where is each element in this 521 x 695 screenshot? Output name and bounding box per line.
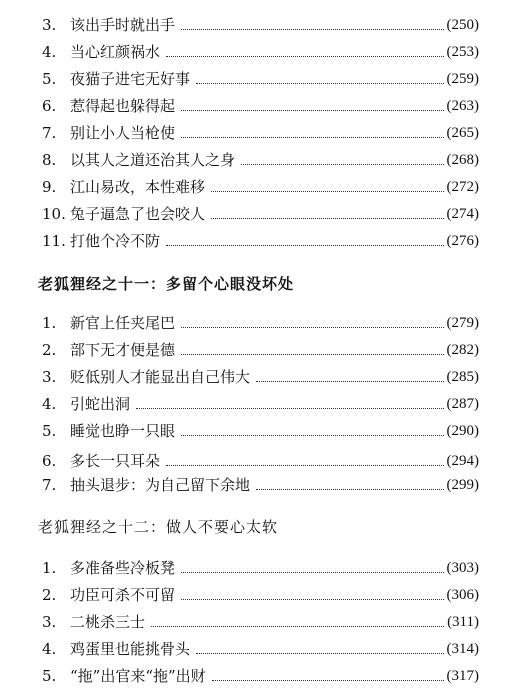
entry-title: 新官上任夹尾巴 [70, 314, 176, 332]
toc-entry[interactable] [42, 93, 479, 115]
dot-leader [181, 109, 443, 111]
entry-title: 多长一只耳朵 [70, 452, 161, 470]
entry-title: 功臣可杀不可留 [70, 586, 176, 604]
entry-title: 二桃杀三士 [70, 613, 146, 631]
dot-leader [181, 598, 443, 600]
entry-title: “拖”出官来“拖”出财 [70, 667, 206, 685]
section-heading: 老狐狸经之十一：多留个心眼没坏处 [38, 275, 295, 293]
dot-leader [211, 217, 443, 219]
toc-entry[interactable] [42, 472, 479, 494]
entry-page: (317) [446, 668, 479, 684]
entry-number: 3. [42, 368, 57, 386]
entry-title: 睡觉也睁一只眼 [70, 422, 176, 440]
entry-title: 江山易改，本性难移 [70, 178, 206, 196]
dot-leader [212, 679, 444, 681]
toc-entry[interactable] [42, 636, 479, 658]
entry-title: 鸡蛋里也能挑骨头 [70, 640, 191, 658]
entry-number: 2. [42, 586, 57, 604]
entry-number: 7. [42, 124, 57, 142]
entry-title: 抽头退步：为自己留下余地 [70, 476, 251, 494]
entry-number: 4. [42, 395, 57, 413]
dot-leader [256, 380, 443, 382]
entry-page: (299) [446, 477, 479, 493]
dot-leader [181, 136, 443, 138]
entry-number: 3. [42, 16, 57, 34]
dot-leader [151, 625, 444, 627]
dot-leader [181, 434, 443, 436]
entry-page: (314) [446, 641, 479, 657]
entry-title: 贬低别人才能显出自己伟大 [70, 368, 251, 386]
entry-number: 5. [42, 667, 57, 685]
entry-page: (265) [446, 125, 479, 141]
entry-number: 3. [42, 613, 57, 631]
entry-number: 11. [42, 232, 66, 250]
dot-leader [166, 55, 443, 57]
entry-number: 1. [42, 559, 57, 577]
entry-number: 2. [42, 341, 57, 359]
entry-title: 当心红颜祸水 [70, 43, 161, 61]
toc-entry[interactable] [42, 663, 479, 685]
entry-page: (303) [446, 560, 479, 576]
entry-title: 引蛇出洞 [70, 395, 131, 413]
toc-entry[interactable] [42, 609, 479, 631]
entry-page: (268) [446, 152, 479, 168]
dot-leader [256, 488, 443, 490]
entry-number: 7. [42, 476, 57, 494]
entry-page: (287) [446, 396, 479, 412]
section-heading: 老狐狸经之十二：做人不要心太软 [38, 518, 279, 536]
toc-entry[interactable] [42, 337, 479, 359]
entry-title: 该出手时就出手 [70, 16, 176, 34]
entry-title: 部下无才便是德 [70, 341, 176, 359]
entry-page: (250) [446, 17, 479, 33]
entry-title: 夜猫子进宅无好事 [70, 70, 191, 88]
dot-leader [181, 28, 443, 30]
entry-title: 以其人之道还治其人之身 [70, 151, 236, 169]
entry-page: (274) [446, 206, 479, 222]
toc-entry[interactable] [42, 66, 479, 88]
toc-entry[interactable] [42, 310, 479, 332]
dot-leader [181, 326, 443, 328]
entry-number: 5. [42, 422, 57, 440]
toc-entry[interactable] [42, 364, 479, 386]
toc-entry[interactable] [42, 147, 479, 169]
toc-entry[interactable] [42, 39, 479, 61]
entry-page: (259) [446, 71, 479, 87]
toc-entry[interactable] [42, 228, 479, 250]
dot-leader [196, 652, 443, 654]
entry-number: 5. [42, 70, 57, 88]
entry-page: (294) [446, 453, 479, 469]
dot-leader [241, 163, 443, 165]
dot-leader [136, 407, 443, 409]
entry-title: 别让小人当枪使 [70, 124, 176, 142]
toc-entry[interactable] [42, 582, 479, 604]
entry-page: (272) [446, 179, 479, 195]
entry-number: 8. [42, 151, 57, 169]
entry-page: (290) [446, 423, 479, 439]
entry-number: 9. [42, 178, 57, 196]
entry-page: (263) [446, 98, 479, 114]
entry-page: (276) [446, 233, 479, 249]
toc-entry[interactable] [42, 120, 479, 142]
entry-page: (285) [446, 369, 479, 385]
dot-leader [181, 353, 443, 355]
entry-title: 兔子逼急了也会咬人 [70, 205, 206, 223]
entry-page: (306) [446, 587, 479, 603]
toc-entry[interactable] [42, 391, 479, 413]
dot-leader [166, 244, 443, 246]
dot-leader [211, 190, 443, 192]
toc-entry[interactable] [42, 174, 479, 196]
entry-number: 4. [42, 43, 57, 61]
entry-page: (279) [446, 315, 479, 331]
entry-title: 多准备些冷板凳 [70, 559, 176, 577]
toc-entry[interactable] [42, 418, 479, 440]
toc-entry[interactable] [42, 12, 479, 34]
entry-number: 1. [42, 314, 57, 332]
dot-leader [166, 464, 443, 466]
entry-title: 惹得起也躲得起 [70, 97, 176, 115]
entry-title: 打他个冷不防 [70, 232, 161, 250]
toc-entry[interactable] [42, 555, 479, 577]
dot-leader [181, 571, 443, 573]
entry-page: (311) [447, 614, 479, 630]
toc-entry[interactable] [42, 201, 479, 223]
entry-number: 4. [42, 640, 57, 658]
entry-page: (253) [446, 44, 479, 60]
entry-number: 6. [42, 452, 57, 470]
entry-number: 10. [42, 205, 66, 223]
entry-number: 6. [42, 97, 57, 115]
dot-leader [196, 82, 443, 84]
entry-page: (282) [446, 342, 479, 358]
toc-entry[interactable] [42, 448, 479, 470]
